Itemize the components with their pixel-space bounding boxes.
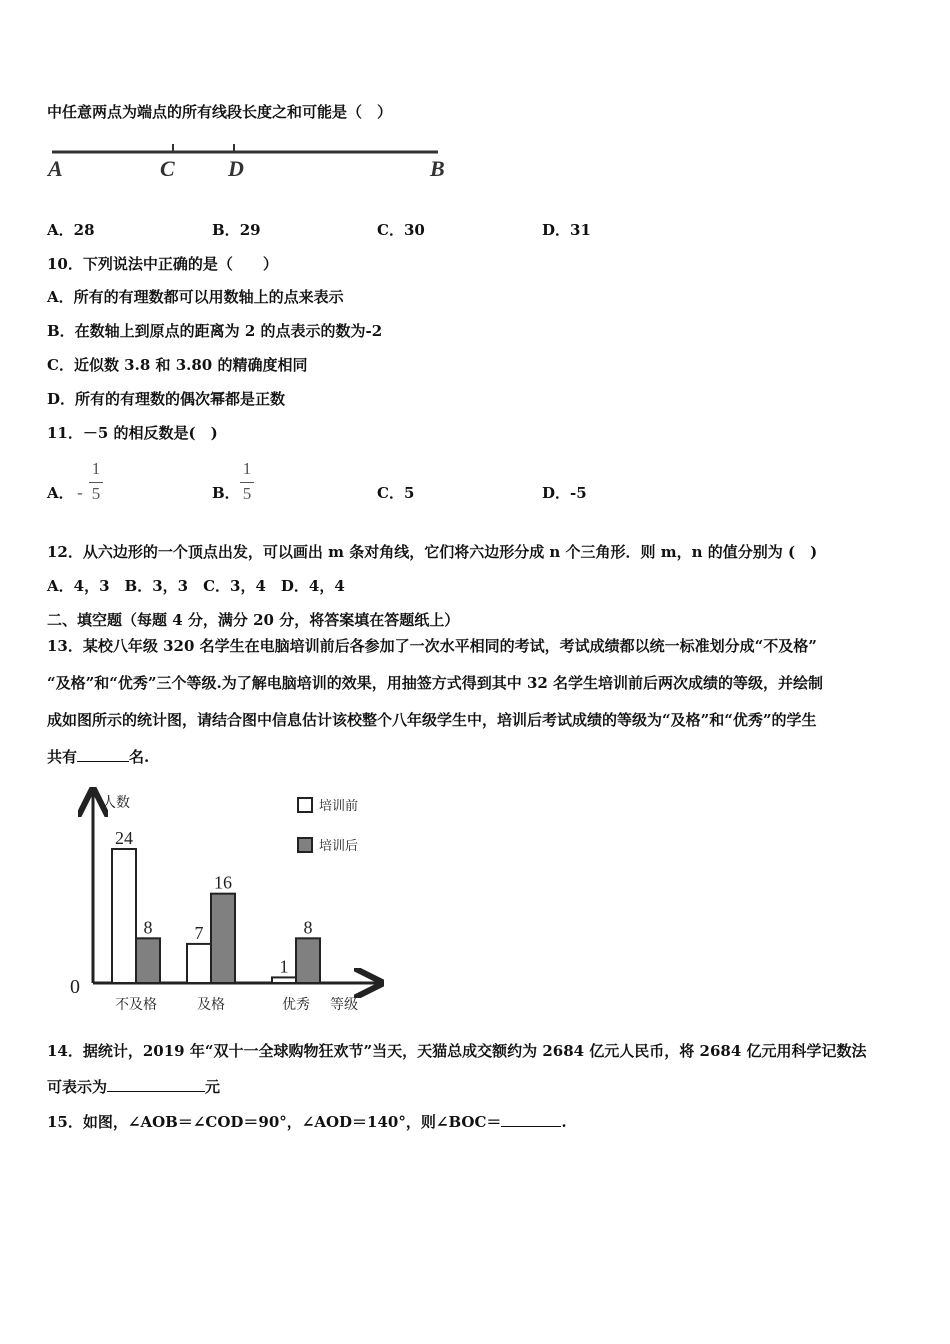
origin-label: 0: [70, 976, 80, 998]
point-a-label: A: [48, 156, 63, 181]
q14-line-1: 14．据统计，2019 年“双十一全球购物狂欢节”当天，天猫总成交额约为 2684 亿元人民币，将 2684 亿元用科学记数法: [47, 1042, 867, 1060]
legend-label-before: 培训前: [319, 799, 359, 814]
q11-option-b-numerator: 1: [242, 459, 252, 478]
category-label-1: 及格: [197, 997, 225, 1013]
q13-line-2: “及格”和“优秀”三个等级.为了解电脑培训的效果，用抽签方式得到其中 32 名学生培训前后两次成绩的等级，并绘制: [47, 674, 824, 692]
q11-option-a-sign: -: [77, 483, 83, 502]
q10-option-a: A．所有的有理数都可以用数轴上的点来表示: [47, 288, 344, 306]
legend-swatch-after: [298, 838, 312, 852]
legend: [298, 798, 358, 854]
bar-value-label-after-0: 8: [143, 917, 153, 938]
q11-option-d: D．-5: [542, 484, 587, 502]
q11-option-a-numerator: 1: [91, 459, 101, 478]
q14-line-2: 可表示为 元: [47, 1078, 221, 1096]
q11-option-b-denominator: 5: [242, 484, 252, 503]
bar-after-1: [211, 894, 235, 983]
bar-before-0: [112, 849, 136, 983]
q12-options: A．4，3 B．3，3 C．3，4 D．4，4: [47, 577, 345, 595]
q13-line-1: 13．某校八年级 320 名学生在电脑培训前后各参加了一次水平相同的考试，考试成绩都以统一标准划分成“不及格”: [47, 637, 817, 655]
bar-value-label-after-2: 8: [303, 917, 313, 938]
category-label-2: 优秀: [282, 997, 310, 1013]
q10-stem: 10．下列说法中正确的是（ ）: [47, 255, 278, 273]
legend-swatch-before: [298, 798, 312, 812]
q11-option-a-denominator: 5: [91, 484, 101, 503]
q10-option-b: B．在数轴上到原点的距离为 2 的点表示的数为-2: [47, 322, 383, 340]
point-b-label: B: [430, 156, 445, 181]
segment-figure: [40, 140, 460, 190]
q14-answer-blank: [107, 1077, 205, 1092]
q13-line-3: 成如图所示的统计图，请结合图中信息估计该校整个八年级学生中，培训后考试成绩的等级为“及格”和“优秀”的学生: [47, 711, 817, 729]
q10-option-d: D．所有的有理数的偶次幂都是正数: [47, 390, 286, 408]
q11-option-b-fraction-bar: [240, 482, 254, 483]
section-2-title: 二、填空题（每题 4 分，满分 20 分，将答案填在答题纸上）: [47, 611, 460, 629]
q15-stem: 15．如图，∠AOB＝∠COD＝90°，∠AOD＝140°，则∠BOC＝ .: [47, 1113, 567, 1131]
q9-option-c: C．30: [377, 221, 425, 239]
bar-value-label-before-0: 24: [115, 828, 133, 848]
bar-after-2: [296, 938, 320, 983]
point-c-label: C: [160, 156, 175, 181]
q11-option-c: C．5: [377, 484, 415, 502]
y-axis-label: 人数: [102, 795, 130, 811]
bar-value-label-before-1: 7: [194, 922, 204, 943]
q15-answer-blank: [501, 1112, 561, 1127]
q12-stem: 12．从六边形的一个顶点出发，可以画出 m 条对角线，它们将六边形分成 n 个三角形．则 m，n 的值分别为 ( ): [47, 543, 818, 561]
category-label-0: 不及格: [115, 997, 157, 1013]
q11-stem: 11．－5 的相反数是( ): [47, 424, 218, 442]
bar-before-1: [187, 944, 211, 983]
q11-option-a-fraction-bar: [89, 482, 103, 483]
q9-option-b: B．29: [212, 221, 261, 239]
bar-value-label-before-2: 1: [279, 956, 289, 977]
q10-option-c: C．近似数 3.8 和 3.80 的精确度相同: [47, 356, 308, 374]
bar-chart: [60, 785, 420, 1025]
bar-before-2: [272, 977, 296, 983]
x-axis-label: 等级: [330, 997, 358, 1013]
q13-line-4: 共有 名.: [47, 748, 150, 766]
legend-label-after: 培训后: [319, 839, 359, 854]
bar-after-0: [136, 938, 160, 983]
q11-option-b-label: B．: [212, 484, 240, 502]
q9-option-d: D．31: [542, 221, 591, 239]
point-d-label: D: [228, 156, 244, 181]
q11-option-a-label: A．: [47, 484, 74, 502]
bar-value-label-after-1: 16: [214, 872, 232, 893]
q13-answer-blank: [77, 747, 129, 762]
q9-stem: 中任意两点为端点的所有线段长度之和可能是（ ）: [47, 103, 393, 121]
q9-option-a: A．28: [47, 221, 95, 239]
